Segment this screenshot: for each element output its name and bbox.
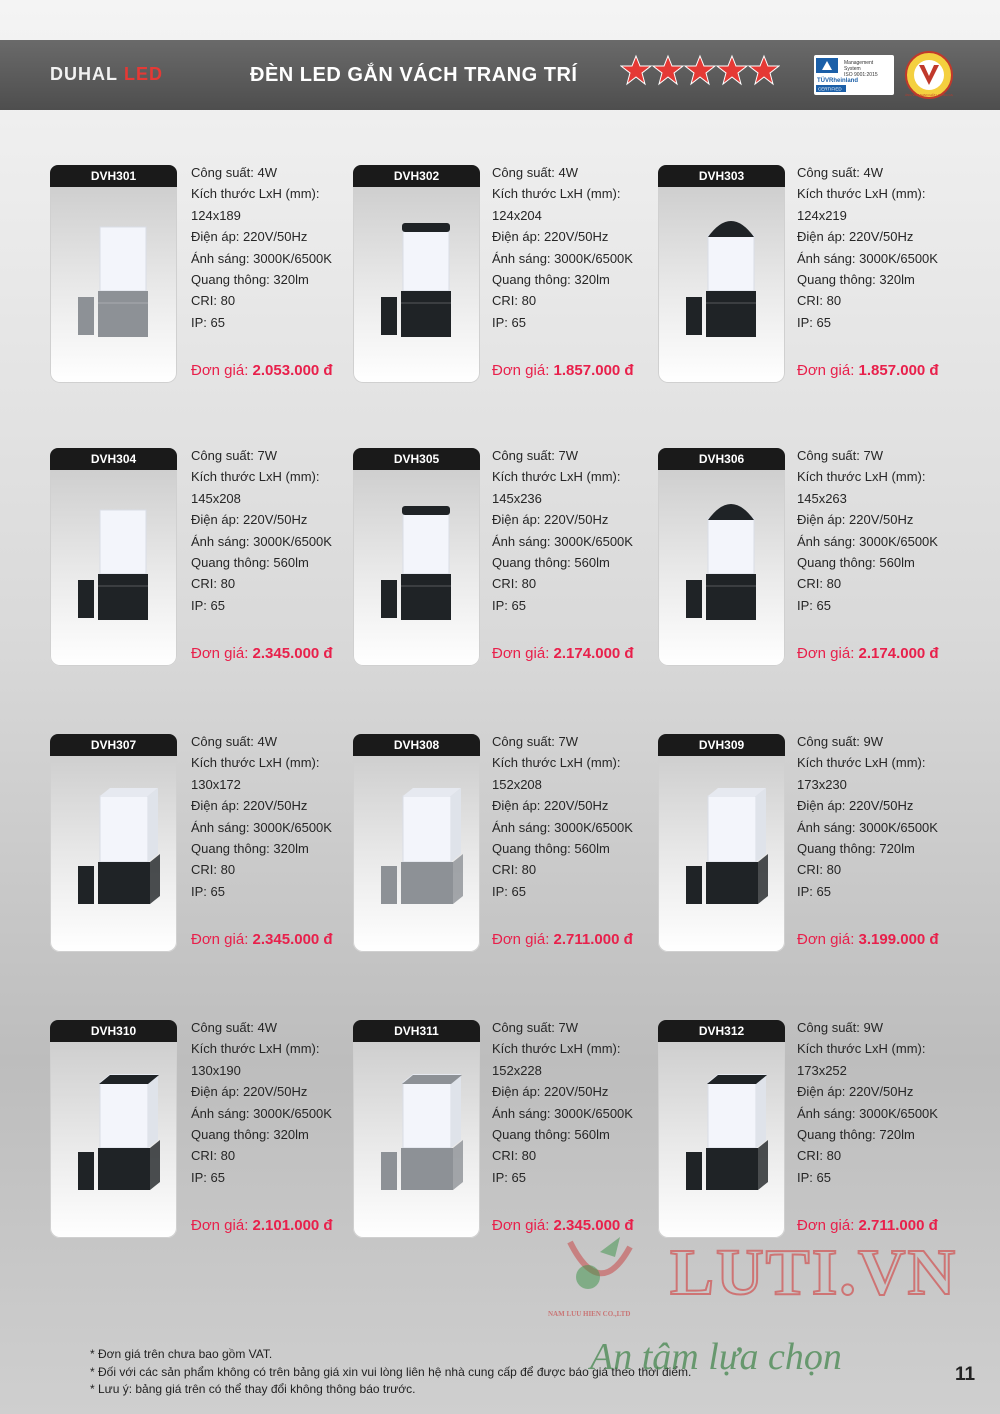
spec-ip: IP: 65 — [797, 883, 831, 899]
product-specs — [797, 1017, 957, 1188]
spec-power: Công suất: 4W — [191, 734, 277, 749]
spec-cri: CRI: 80 — [191, 576, 236, 592]
spec-cri: CRI: 80 — [492, 576, 537, 592]
price-label: Đơn giá: — [797, 362, 859, 379]
spec-size-label: Kích thước LxH (mm): — [492, 469, 621, 485]
product-card — [50, 734, 177, 952]
spec-ip: IP: 65 — [492, 1169, 526, 1185]
product-price — [492, 362, 634, 379]
star-icon — [716, 54, 748, 86]
spec-size-label: Kích thước LxH (mm): — [797, 755, 926, 771]
price-label: Đơn giá: — [797, 1217, 859, 1234]
spec-power: Công suất: 7W — [492, 734, 578, 749]
spec-flux: Quang thông: 560lm — [191, 555, 309, 571]
spec-light: Ánh sáng: 3000K/6500K — [492, 819, 633, 835]
spec-light: Ánh sáng: 3000K/6500K — [797, 1105, 938, 1121]
spec-power: Công suất: 7W — [492, 448, 578, 463]
spec-ip: IP: 65 — [191, 314, 225, 330]
spec-size: 145x236 — [492, 490, 542, 506]
price-label: Đơn giá: — [191, 645, 253, 662]
product-price — [797, 362, 939, 379]
price-label: Đơn giá: — [191, 1217, 253, 1234]
product-code: DVH306 — [658, 448, 785, 470]
product-card — [658, 448, 785, 666]
product-price — [797, 931, 939, 948]
svg-text:TÜVRheinland: TÜVRheinland — [817, 78, 859, 84]
footer-note: * Lưu ý: bảng giá trên có thể thay đổi không thông báo trước. — [90, 1382, 416, 1396]
brand-accent: LED — [124, 64, 163, 84]
svg-text:ISO 9001:2015: ISO 9001:2015 — [844, 72, 878, 78]
product-image — [678, 205, 768, 355]
spec-flux: Quang thông: 560lm — [492, 1127, 610, 1143]
spec-flux: Quang thông: 320lm — [191, 841, 309, 857]
product-code: DVH310 — [50, 1020, 177, 1042]
spec-voltage: Điện áp: 220V/50Hz — [492, 1084, 609, 1100]
spec-size-label: Kích thước LxH (mm): — [191, 186, 320, 202]
price-amount: 2.174.000 đ — [858, 645, 939, 662]
spec-ip: IP: 65 — [492, 597, 526, 613]
spec-light: Ánh sáng: 3000K/6500K — [797, 533, 938, 549]
spec-voltage: Điện áp: 220V/50Hz — [191, 229, 308, 245]
product-card — [353, 165, 480, 383]
price-amount: 2.711.000 đ — [858, 1217, 938, 1234]
product-code: DVH302 — [353, 165, 480, 187]
price-label: Đơn giá: — [797, 931, 859, 948]
product-price — [191, 931, 333, 948]
star-icon — [620, 54, 652, 86]
spec-size: 145x208 — [191, 490, 241, 506]
product-card — [50, 448, 177, 666]
spec-power: Công suất: 7W — [191, 448, 277, 463]
product-price — [797, 1217, 938, 1234]
product-image — [70, 774, 160, 924]
spec-size-label: Kích thước LxH (mm): — [191, 469, 320, 485]
spec-size: 124x189 — [191, 207, 241, 223]
price-amount: 2.711.000 đ — [553, 931, 633, 948]
product-image — [678, 488, 768, 638]
product-card — [658, 1020, 785, 1238]
spec-power: Công suất: 9W — [797, 734, 883, 749]
spec-cri: CRI: 80 — [191, 1148, 236, 1164]
tuv-certification-badge — [814, 55, 894, 95]
product-price — [797, 645, 939, 662]
spec-voltage: Điện áp: 220V/50Hz — [492, 798, 609, 814]
product-image — [373, 205, 463, 355]
svg-text:Management: Management — [844, 60, 874, 66]
spec-ip: IP: 65 — [492, 314, 526, 330]
spec-size-label: Kích thước LxH (mm): — [797, 186, 926, 202]
price-amount: 2.101.000 đ — [252, 1217, 333, 1234]
spec-ip: IP: 65 — [797, 314, 831, 330]
spec-size: 173x252 — [797, 1062, 847, 1078]
spec-cri: CRI: 80 — [797, 576, 842, 592]
spec-voltage: Điện áp: 220V/50Hz — [191, 1084, 308, 1100]
product-price — [191, 1217, 333, 1234]
spec-light: Ánh sáng: 3000K/6500K — [191, 250, 332, 266]
spec-cri: CRI: 80 — [492, 862, 537, 878]
spec-voltage: Điện áp: 220V/50Hz — [797, 798, 914, 814]
price-label: Đơn giá: — [492, 931, 554, 948]
product-code: DVH301 — [50, 165, 177, 187]
product-card — [50, 165, 177, 383]
product-card — [50, 1020, 177, 1238]
price-amount: 1.857.000 đ — [858, 362, 939, 379]
price-amount: 2.345.000 đ — [553, 1217, 634, 1234]
spec-light: Ánh sáng: 3000K/6500K — [492, 250, 633, 266]
spec-voltage: Điện áp: 220V/50Hz — [191, 798, 308, 814]
price-label: Đơn giá: — [492, 645, 554, 662]
spec-size: 130x172 — [191, 776, 241, 792]
price-amount: 3.199.000 đ — [858, 931, 939, 948]
spec-ip: IP: 65 — [191, 883, 225, 899]
product-specs — [492, 731, 652, 902]
product-price — [191, 362, 333, 379]
spec-light: Ánh sáng: 3000K/6500K — [797, 819, 938, 835]
product-specs — [492, 162, 652, 333]
svg-text:CERTIFIED: CERTIFIED — [818, 86, 842, 92]
product-code: DVH308 — [353, 734, 480, 756]
spec-power: Công suất: 7W — [492, 1020, 578, 1035]
product-specs — [492, 1017, 652, 1188]
spec-light: Ánh sáng: 3000K/6500K — [191, 533, 332, 549]
price-label: Đơn giá: — [492, 362, 554, 379]
product-code: DVH311 — [353, 1020, 480, 1042]
spec-power: Công suất: 4W — [191, 1020, 277, 1035]
product-specs — [797, 445, 957, 616]
product-code: DVH304 — [50, 448, 177, 470]
spec-size: 145x263 — [797, 490, 847, 506]
spec-power: Công suất: 4W — [797, 165, 883, 180]
spec-light: Ánh sáng: 3000K/6500K — [492, 1105, 633, 1121]
spec-size: 124x204 — [492, 207, 542, 223]
product-code: DVH307 — [50, 734, 177, 756]
watermark-slogan: An tâm lựa chọn — [590, 1336, 842, 1378]
price-amount: 2.345.000 đ — [252, 645, 333, 662]
spec-voltage: Điện áp: 220V/50Hz — [797, 1084, 914, 1100]
vietnam-quality-badge — [905, 51, 953, 99]
product-image — [678, 1060, 768, 1210]
product-price — [492, 645, 634, 662]
spec-cri: CRI: 80 — [797, 293, 842, 309]
spec-light: Ánh sáng: 3000K/6500K — [191, 1105, 332, 1121]
spec-voltage: Điện áp: 220V/50Hz — [492, 229, 609, 245]
spec-cri: CRI: 80 — [492, 293, 537, 309]
product-image — [373, 774, 463, 924]
product-specs — [191, 162, 351, 333]
footer-note: * Đối với các sản phẩm không có trên bảng giá xin vui lòng liên hệ nhà cung cấp để được báo giá theo thời điểm. — [90, 1364, 692, 1379]
spec-ip: IP: 65 — [191, 597, 225, 613]
product-specs — [797, 731, 957, 902]
spec-power: Công suất: 4W — [191, 165, 277, 180]
price-amount: 2.345.000 đ — [252, 931, 333, 948]
footer-note: * Đơn giá trên chưa bao gồm VAT. — [90, 1347, 273, 1361]
spec-power: Công suất: 7W — [797, 448, 883, 463]
spec-cri: CRI: 80 — [191, 293, 236, 309]
price-label: Đơn giá: — [191, 362, 253, 379]
spec-ip: IP: 65 — [797, 597, 831, 613]
spec-size: 130x190 — [191, 1062, 241, 1078]
product-code: DVH305 — [353, 448, 480, 470]
spec-light: Ánh sáng: 3000K/6500K — [191, 819, 332, 835]
spec-size: 173x230 — [797, 776, 847, 792]
product-code: DVH309 — [658, 734, 785, 756]
spec-flux: Quang thông: 320lm — [492, 272, 610, 288]
product-card — [353, 734, 480, 952]
price-amount: 2.174.000 đ — [553, 645, 634, 662]
spec-size-label: Kích thước LxH (mm): — [492, 755, 621, 771]
spec-power: Công suất: 9W — [797, 1020, 883, 1035]
spec-cri: CRI: 80 — [191, 862, 236, 878]
product-specs — [191, 731, 351, 902]
product-specs — [191, 1017, 351, 1188]
price-amount: 1.857.000 đ — [553, 362, 634, 379]
spec-size-label: Kích thước LxH (mm): — [191, 1041, 320, 1057]
spec-voltage: Điện áp: 220V/50Hz — [492, 512, 609, 528]
spec-flux: Quang thông: 560lm — [492, 555, 610, 571]
spec-flux: Quang thông: 720lm — [797, 841, 915, 857]
star-icon — [684, 54, 716, 86]
watermark-brand: LUTI.VN — [670, 1236, 958, 1309]
spec-cri: CRI: 80 — [492, 1148, 537, 1164]
spec-size: 152x208 — [492, 776, 542, 792]
product-specs — [191, 445, 351, 616]
spec-size-label: Kích thước LxH (mm): — [191, 755, 320, 771]
product-code: DVH312 — [658, 1020, 785, 1042]
svg-text:HÀNG VIỆT NAM CHẤT LƯỢNG CAO: HÀNG VIỆT NAM CHẤT LƯỢNG CAO — [905, 93, 953, 97]
star-icon — [652, 54, 684, 86]
watermark-logo — [560, 1232, 640, 1302]
price-label: Đơn giá: — [797, 645, 859, 662]
spec-size-label: Kích thước LxH (mm): — [492, 186, 621, 202]
svg-text:System: System — [844, 66, 861, 72]
spec-size-label: Kích thước LxH (mm): — [797, 469, 926, 485]
product-image — [678, 774, 768, 924]
spec-flux: Quang thông: 560lm — [492, 841, 610, 857]
spec-voltage: Điện áp: 220V/50Hz — [191, 512, 308, 528]
spec-power: Công suất: 4W — [492, 165, 578, 180]
product-code: DVH303 — [658, 165, 785, 187]
spec-flux: Quang thông: 320lm — [191, 1127, 309, 1143]
star-icon — [748, 54, 780, 86]
product-price — [492, 931, 633, 948]
product-card — [353, 1020, 480, 1238]
spec-size: 124x219 — [797, 207, 847, 223]
page-number: 11 — [955, 1364, 976, 1385]
watermark-company: NAM LUU HIEN CO.,LTD — [548, 1310, 631, 1318]
spec-voltage: Điện áp: 220V/50Hz — [797, 229, 914, 245]
spec-ip: IP: 65 — [492, 883, 526, 899]
spec-size-label: Kích thước LxH (mm): — [797, 1041, 926, 1057]
spec-flux: Quang thông: 720lm — [797, 1127, 915, 1143]
product-card — [658, 165, 785, 383]
spec-light: Ánh sáng: 3000K/6500K — [797, 250, 938, 266]
spec-flux: Quang thông: 560lm — [797, 555, 915, 571]
product-image — [70, 1060, 160, 1210]
spec-light: Ánh sáng: 3000K/6500K — [492, 533, 633, 549]
brand-logo — [50, 64, 163, 85]
spec-flux: Quang thông: 320lm — [191, 272, 309, 288]
price-label: Đơn giá: — [492, 1217, 554, 1234]
spec-voltage: Điện áp: 220V/50Hz — [797, 512, 914, 528]
spec-cri: CRI: 80 — [797, 862, 842, 878]
product-specs — [797, 162, 957, 333]
brand-name: DUHAL — [50, 64, 118, 84]
product-card — [353, 448, 480, 666]
spec-size: 152x228 — [492, 1062, 542, 1078]
product-price — [191, 645, 333, 662]
spec-ip: IP: 65 — [191, 1169, 225, 1185]
product-image — [70, 205, 160, 355]
price-amount: 2.053.000 đ — [252, 362, 333, 379]
spec-ip: IP: 65 — [797, 1169, 831, 1185]
spec-size-label: Kích thước LxH (mm): — [492, 1041, 621, 1057]
product-image — [373, 488, 463, 638]
product-image — [70, 488, 160, 638]
page-header — [0, 40, 1000, 110]
product-card — [658, 734, 785, 952]
spec-cri: CRI: 80 — [797, 1148, 842, 1164]
page-title: ĐÈN LED GẮN VÁCH TRANG TRÍ — [250, 64, 578, 86]
product-image — [373, 1060, 463, 1210]
price-label: Đơn giá: — [191, 931, 253, 948]
product-specs — [492, 445, 652, 616]
rating-stars — [620, 54, 780, 94]
spec-flux: Quang thông: 320lm — [797, 272, 915, 288]
